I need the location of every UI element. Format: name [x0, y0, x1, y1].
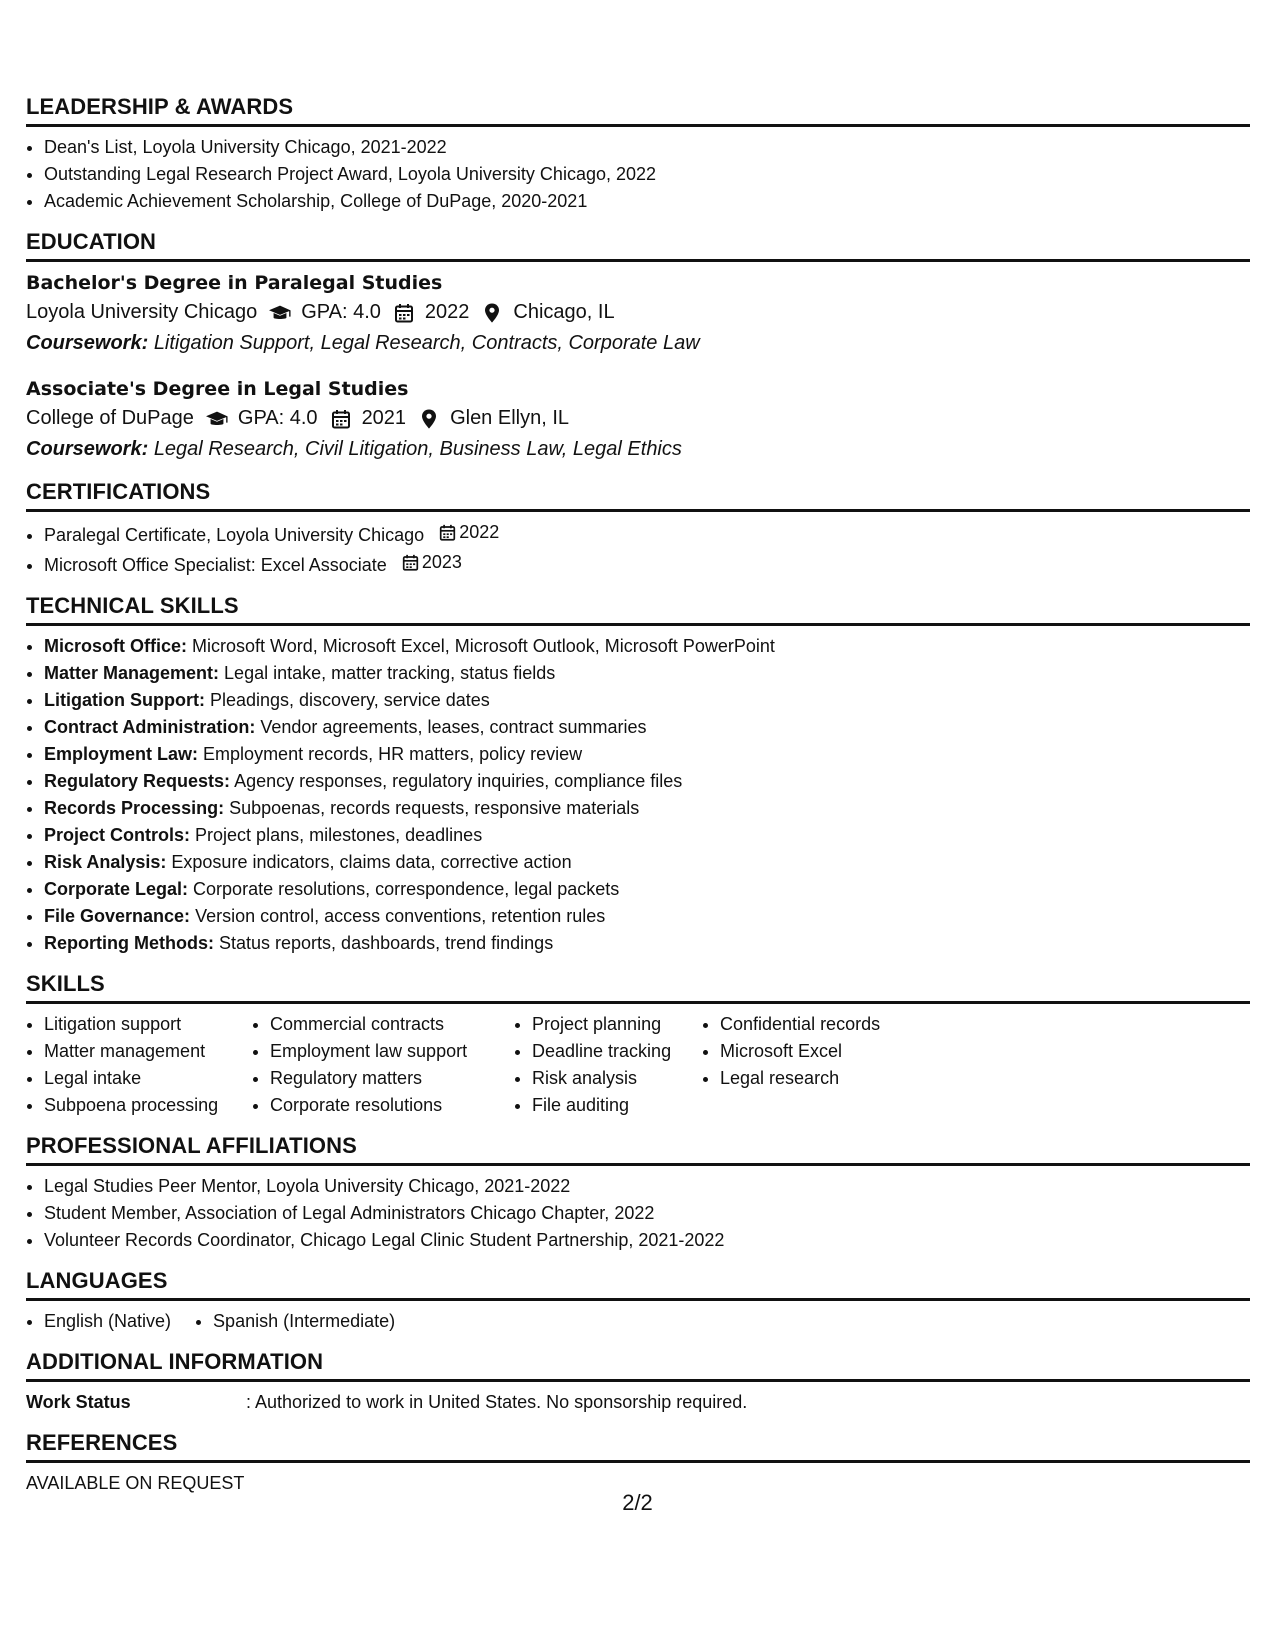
certification-name: Paralegal Certificate, Loyola University Chicago [44, 525, 425, 545]
skill-value: Employment records, HR matters, policy review [203, 744, 583, 764]
skill-value: Agency responses, regulatory inquiries, compliance files [234, 771, 683, 791]
list-item [44, 903, 1250, 930]
list-item: • Subpoena processing [44, 1092, 252, 1119]
list-item: • Legal Studies Peer Mentor, Loyola University Chicago, 2021-2022 [44, 1173, 1250, 1200]
coursework-list: Legal Research, Civil Litigation, Business Law, Legal Ethics [153, 438, 682, 460]
list-item [44, 741, 1250, 768]
map-pin-icon [418, 409, 440, 429]
degree-title: Bachelor's Degree in Paralegal Studies [26, 272, 443, 294]
technical-skills-section [26, 593, 1250, 957]
list-item [44, 768, 1250, 795]
technical-skills-list [26, 633, 1250, 957]
section-title: PROFESSIONAL AFFILIATIONS [26, 1133, 1250, 1166]
skill-label: Microsoft Office: [44, 636, 188, 656]
list-item: • Dean's List, Loyola University Chicago, 2021-2022 [44, 134, 1250, 161]
coursework-list: Litigation Support, Legal Research, Contracts, Corporate Law [153, 332, 700, 354]
list-item [44, 633, 1250, 660]
degree-title: Associate's Degree in Legal Studies [26, 378, 409, 400]
graduation-year: 2022 [424, 301, 470, 323]
coursework-label: Coursework: [26, 332, 149, 354]
languages-section [26, 1268, 1250, 1335]
list-item [44, 549, 1250, 579]
certification-name: Microsoft Office Specialist: Excel Associate [44, 555, 387, 575]
school-location: Chicago, IL [513, 301, 615, 323]
list-item: • Risk analysis [532, 1065, 702, 1092]
skill-value: Status reports, dashboards, trend findings [219, 933, 554, 953]
work-status-label: Work Status [26, 1392, 131, 1412]
list-item [44, 876, 1250, 903]
skills-column [26, 1011, 252, 1119]
list-item: • Microsoft Excel [720, 1038, 920, 1065]
skill-label: Risk Analysis: [44, 852, 167, 872]
list-item: • Litigation support [44, 1011, 252, 1038]
coursework [26, 434, 1250, 465]
graduation-cap-icon [206, 409, 228, 429]
map-pin-icon [481, 303, 503, 323]
calendar-icon [330, 409, 352, 429]
skills-column [702, 1011, 920, 1119]
work-status-value: : Authorized to work in United States. No sponsorship required. [246, 1392, 748, 1412]
skill-label: Regulatory Requests: [44, 771, 231, 791]
certification-date [439, 519, 499, 546]
education-meta [26, 297, 1250, 328]
skill-value: Pleadings, discovery, service dates [209, 690, 490, 710]
skill-value: Microsoft Word, Microsoft Excel, Microsoft Outlook, Microsoft PowerPoint [192, 636, 775, 656]
certification-year: 2023 [421, 552, 462, 572]
skill-label: File Governance: [44, 906, 191, 926]
language-column [195, 1308, 395, 1335]
calendar-icon [393, 303, 415, 323]
list-item [44, 795, 1250, 822]
certifications-list [26, 519, 1250, 579]
skill-label: Matter Management: [44, 663, 220, 683]
skills-column [514, 1011, 702, 1119]
calendar-icon [402, 554, 419, 571]
skill-label: Litigation Support: [44, 690, 205, 710]
list-item: • Spanish (Intermediate) [213, 1308, 395, 1335]
skill-label: Contract Administration: [44, 717, 256, 737]
list-item: • Legal research [720, 1065, 920, 1092]
list-item [44, 660, 1250, 687]
skill-value: Legal intake, matter tracking, status fields [224, 663, 556, 683]
section-title: TECHNICAL SKILLS [26, 593, 1250, 626]
affiliations-section [26, 1133, 1250, 1254]
education-meta [26, 403, 1250, 434]
school-location: Glen Ellyn, IL [450, 407, 570, 429]
section-title: CERTIFICATIONS [26, 479, 1250, 512]
list-item: • Volunteer Records Coordinator, Chicago Legal Clinic Student Partnership, 2021-2022 [44, 1227, 1250, 1254]
work-status-row [26, 1389, 1250, 1416]
gpa-value: GPA: 4.0 [301, 301, 381, 323]
list-item: • Outstanding Legal Research Project Award, Loyola University Chicago, 2022 [44, 161, 1250, 188]
references-section [26, 1430, 1250, 1497]
leadership-section [26, 94, 1250, 215]
section-title: EDUCATION [26, 229, 1250, 262]
section-title: LANGUAGES [26, 1268, 1250, 1301]
calendar-icon [439, 524, 456, 541]
list-item: • Regulatory matters [270, 1065, 514, 1092]
list-item [44, 930, 1250, 957]
section-title: ADDITIONAL INFORMATION [26, 1349, 1250, 1382]
references-text: AVAILABLE ON REQUEST [26, 1473, 245, 1493]
skill-label: Reporting Methods: [44, 933, 214, 953]
skills-column [252, 1011, 514, 1119]
section-title: LEADERSHIP & AWARDS [26, 94, 1250, 127]
education-section [26, 229, 1250, 465]
section-title: REFERENCES [26, 1430, 1250, 1463]
coursework [26, 328, 1250, 359]
skill-value: Version control, access conventions, retention rules [195, 906, 606, 926]
languages-list [26, 1308, 1250, 1335]
certification-date [402, 549, 462, 576]
list-item [44, 519, 1250, 549]
list-item: • Student Member, Association of Legal Administrators Chicago Chapter, 2022 [44, 1200, 1250, 1227]
graduation-year: 2021 [361, 407, 407, 429]
language-column [26, 1308, 171, 1335]
school-name: Loyola University Chicago [26, 301, 258, 323]
skill-label: Records Processing: [44, 798, 225, 818]
affiliations-list [26, 1173, 1250, 1254]
list-item: • File auditing [532, 1092, 702, 1119]
graduation-cap-icon [269, 303, 291, 323]
list-item [44, 822, 1250, 849]
list-item [44, 687, 1250, 714]
gpa-value: GPA: 4.0 [237, 407, 318, 429]
skill-label: Corporate Legal: [44, 879, 189, 899]
list-item: • English (Native) [44, 1308, 171, 1335]
section-title: SKILLS [26, 971, 1250, 1004]
list-item: • Corporate resolutions [270, 1092, 514, 1119]
certifications-section [26, 479, 1250, 579]
skills-section [26, 971, 1250, 1119]
list-item: • Legal intake [44, 1065, 252, 1092]
resume-page [26, 94, 1250, 1511]
list-item: • Matter management [44, 1038, 252, 1065]
list-item: • Commercial contracts [270, 1011, 514, 1038]
education-entry [26, 269, 1250, 359]
list-item [44, 714, 1250, 741]
certification-year: 2022 [459, 522, 500, 542]
coursework-label: Coursework: [26, 438, 149, 460]
skill-value: Project plans, milestones, deadlines [195, 825, 483, 845]
skill-label: Employment Law: [44, 744, 199, 764]
skill-value: Exposure indicators, claims data, corrective action [171, 852, 572, 872]
list-item: • Academic Achievement Scholarship, College of DuPage, 2020-2021 [44, 188, 1250, 215]
skill-label: Project Controls: [44, 825, 191, 845]
list-item: • Employment law support [270, 1038, 514, 1065]
list-item: • Project planning [532, 1011, 702, 1038]
page-number: 2/2 [622, 1490, 653, 1515]
additional-info-section [26, 1349, 1250, 1416]
education-entry [26, 375, 1250, 465]
skills-columns [26, 1011, 1250, 1119]
skill-value: Corporate resolutions, correspondence, legal packets [193, 879, 620, 899]
skill-value: Vendor agreements, leases, contract summaries [260, 717, 647, 737]
list-item: • Deadline tracking [532, 1038, 702, 1065]
list-item [44, 849, 1250, 876]
school-name: College of DuPage [26, 407, 194, 429]
leadership-list [26, 134, 1250, 215]
skill-value: Subpoenas, records requests, responsive materials [229, 798, 640, 818]
list-item: • Confidential records [720, 1011, 920, 1038]
